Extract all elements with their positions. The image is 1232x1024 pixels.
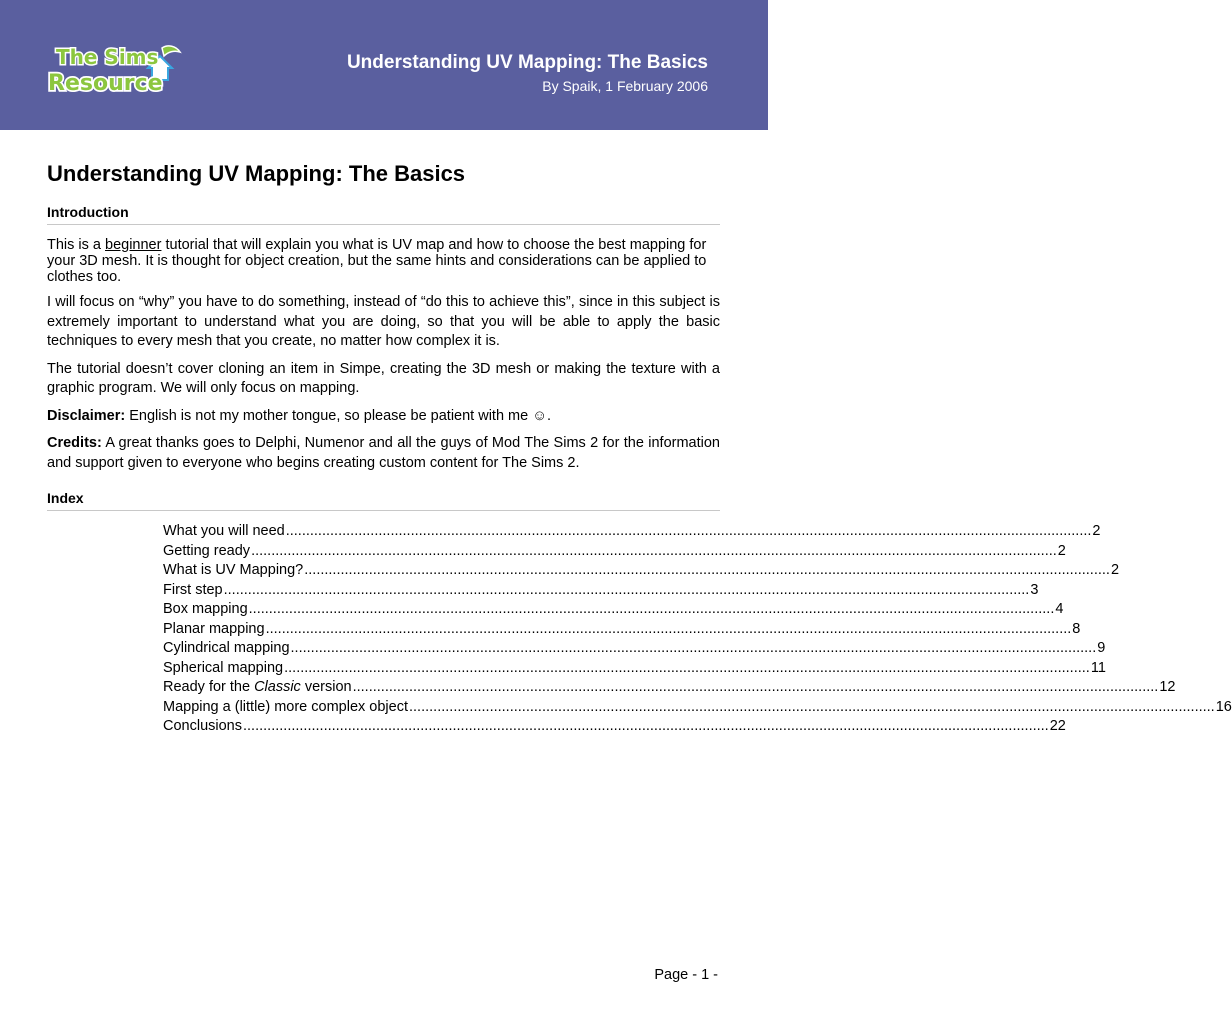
toc-leader: ........................................................................................................................................................................................................ — [352, 679, 1159, 695]
toc-leader: ........................................................................................................................................................................................................ — [248, 601, 1055, 617]
toc-title: Box mapping — [163, 601, 248, 617]
toc-leader: ........................................................................................................................................................................................................ — [284, 659, 1090, 676]
toc-title-part: Ready for the — [163, 679, 255, 695]
toc-title-part: version — [300, 679, 352, 695]
toc-entry[interactable] — [163, 659, 1106, 680]
index-heading: Index — [47, 490, 720, 511]
toc-leader: ........................................................................................................................................................................................................ — [290, 640, 1097, 656]
toc-page: 3 — [1030, 581, 1039, 598]
toc-title: First step — [163, 581, 223, 598]
disclaimer-text: English is not my mother tongue, so please be patient with me ☺. — [125, 407, 552, 424]
toc-leader: ........................................................................................................................................................................................................ — [243, 718, 1049, 734]
toc-title — [163, 679, 352, 695]
toc-title: Cylindrical mapping — [163, 640, 290, 656]
page-number: Page - 1 - — [654, 967, 718, 983]
intro-paragraph-2: I will focus on “why” you have to do something, instead of “do this to achieve this”, since in this subject is extremely important to understand what you are doing, so that you will be able to apply the basic techniques to every mesh that you create, no matter how complex it is. — [47, 294, 720, 349]
toc-entry[interactable] — [163, 523, 1101, 543]
toc-entry[interactable] — [163, 581, 1039, 602]
toc-entry[interactable] — [163, 640, 1106, 660]
toc-page: 4 — [1055, 601, 1064, 617]
toc-title-emphasis: Classic — [254, 679, 301, 695]
toc-entry[interactable] — [163, 601, 1064, 621]
toc-title: Planar mapping — [163, 620, 265, 637]
toc-entry[interactable] — [163, 542, 1066, 563]
toc-entry[interactable] — [163, 718, 1066, 738]
intro-paragraph-1 — [47, 237, 720, 285]
header-banner — [0, 0, 768, 130]
toc-title: Mapping a (little) more complex object — [163, 698, 408, 715]
toc-title: Spherical mapping — [163, 659, 284, 676]
credits-label: Credits: — [47, 435, 102, 451]
toc-page: 16 — [1215, 698, 1232, 715]
toc-page: 2 — [1110, 562, 1120, 578]
toc-title: What you will need — [163, 523, 285, 539]
beginner-link[interactable]: beginner — [105, 237, 162, 253]
header-byline: By Spaik, 1 February 2006 — [542, 78, 708, 94]
toc-leader: ........................................................................................................................................................................................................ — [285, 523, 1092, 539]
toc-entry[interactable] — [163, 562, 1120, 582]
introduction-heading: Introduction — [47, 204, 720, 225]
credits-text: A great thanks goes to Delphi, Numenor and all the guys of Mod The Sims 2 for the information and support given to everyone who begins creating custom content for The Sims 2. — [47, 435, 720, 471]
disclaimer-paragraph — [47, 407, 720, 427]
toc-title: Getting ready — [163, 542, 251, 559]
toc-entry[interactable] — [163, 679, 1176, 699]
disclaimer-label: Disclaimer: — [47, 407, 126, 424]
toc-page: 12 — [1159, 679, 1176, 695]
logo-text-bottom: Resource — [48, 71, 163, 96]
intro-paragraph-3: The tutorial doesn’t cover cloning an item in Simpe, creating the 3D mesh or making the texture with a graphic program. We will only focus on mapping. — [47, 360, 720, 396]
toc-page: 22 — [1049, 718, 1066, 734]
toc-leader: ........................................................................................................................................................................................................ — [251, 542, 1057, 559]
toc-page: 9 — [1097, 640, 1106, 656]
logo-text-top: The Sims — [56, 45, 159, 69]
document-body — [47, 160, 720, 511]
intro-text-a: This is a — [47, 237, 106, 253]
table-of-contents — [163, 523, 1232, 738]
toc-leader: ........................................................................................................................................................................................................ — [304, 562, 1110, 578]
toc-leader: ........................................................................................................................................................................................................ — [409, 698, 1215, 715]
toc-title: Conclusions — [163, 718, 242, 734]
toc-leader: ........................................................................................................................................................................................................ — [265, 620, 1072, 637]
toc-page: 2 — [1057, 542, 1066, 559]
intro-text-b: tutorial that will explain you what is UV map and how to choose the best mapping for your 3D mesh. It is thought for object creation, but the same hints and considerations can be applied to clothes too. — [47, 237, 707, 285]
document-title: Understanding UV Mapping: The Basics — [47, 161, 466, 186]
toc-leader: ........................................................................................................................................................................................................ — [223, 581, 1030, 598]
toc-page: 8 — [1072, 620, 1081, 637]
header-title: Understanding UV Mapping: The Basics — [346, 52, 708, 73]
credits-paragraph — [47, 434, 720, 473]
toc-page: 2 — [1092, 523, 1101, 539]
sims-resource-logo — [44, 40, 186, 98]
toc-title: What is UV Mapping? — [163, 562, 304, 578]
toc-entry[interactable] — [163, 620, 1081, 641]
toc-page: 11 — [1090, 659, 1106, 676]
toc-entry[interactable] — [163, 698, 1232, 719]
